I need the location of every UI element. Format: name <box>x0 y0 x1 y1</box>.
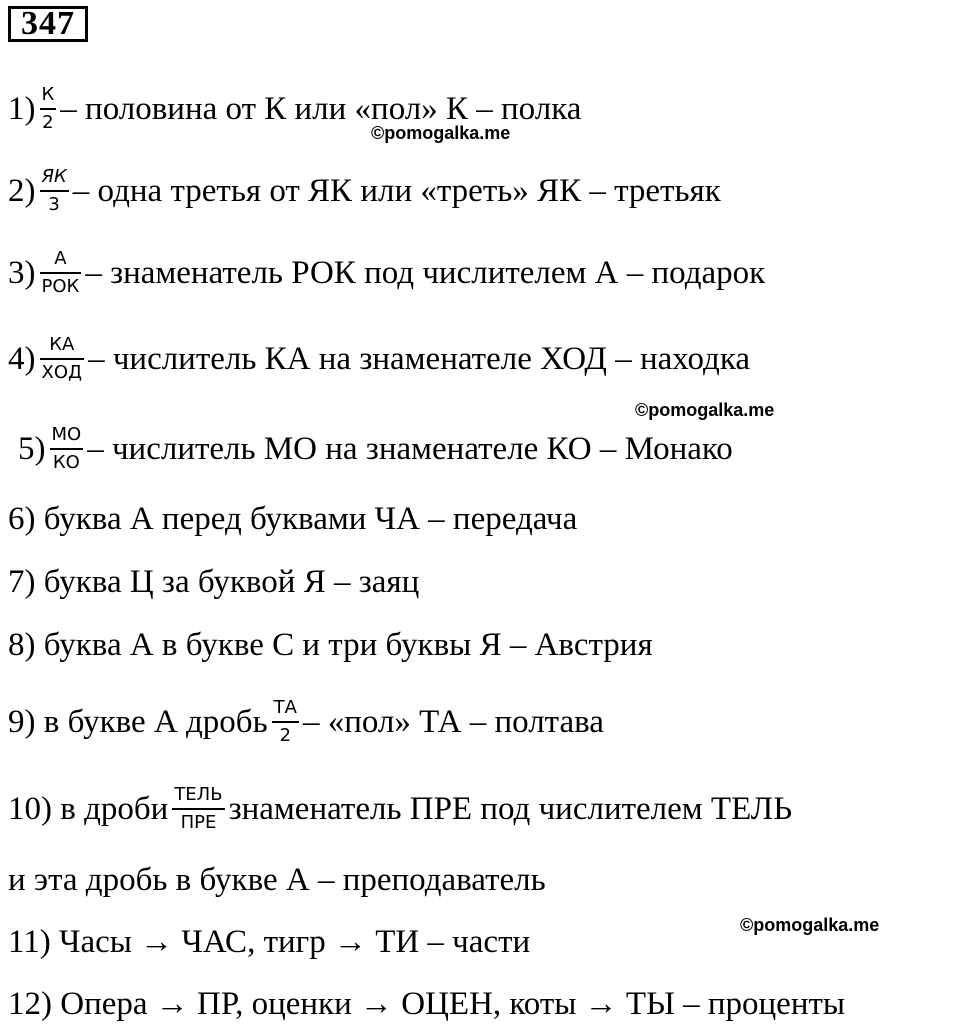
item-text: – «пол» ТА – полтава <box>302 704 604 740</box>
fraction <box>50 424 84 474</box>
item-prefix: 10) в дроби <box>8 791 169 827</box>
fraction-numerator: ТЕЛЬ <box>174 784 223 805</box>
fraction-denominator: 3 <box>40 190 69 216</box>
fraction-numerator: КА <box>49 334 75 355</box>
item-text: – одна третья от ЯК или «треть» ЯК – третьяк <box>72 173 721 209</box>
item-prefix: 2) <box>8 173 36 209</box>
answer-line-8 <box>8 625 653 665</box>
answer-line-7 <box>8 562 419 602</box>
answer-line-2 <box>8 166 721 216</box>
fraction-denominator: КО <box>50 448 84 474</box>
fraction <box>272 697 299 747</box>
item-prefix: 5) <box>18 431 46 467</box>
fraction-denominator: 2 <box>40 108 57 134</box>
item-prefix: 9) в букве А дробь <box>8 704 268 740</box>
answer-line-10-continuation <box>8 860 546 900</box>
answer-line-4 <box>8 334 750 384</box>
answer-line-6 <box>8 499 577 539</box>
item-text: 8) буква А в букве С и три буквы Я – Австрия <box>8 627 653 663</box>
task-number-box: 347 <box>8 6 88 42</box>
watermark: ©pomogalka.me <box>635 400 775 420</box>
item-text: – половина от К или «пол» К – полка <box>60 91 582 127</box>
fraction <box>40 334 85 384</box>
item-text: 11) Часы → ЧАС, тигр → ТИ – части <box>8 924 531 960</box>
fraction-numerator: А <box>54 248 67 269</box>
item-prefix: 4) <box>8 341 36 377</box>
item-text: знаменатель ПРЕ под числителем ТЕЛЬ <box>228 791 793 827</box>
answer-line-11 <box>8 922 530 962</box>
item-text: – числитель МО на знаменателе КО – Монако <box>87 431 733 467</box>
item-text: – числитель КА на знаменателе ХОД – находка <box>88 341 751 377</box>
fraction-denominator: РОК <box>40 272 82 298</box>
fraction <box>40 248 82 298</box>
answer-line-12 <box>8 984 845 1024</box>
fraction <box>40 84 57 134</box>
watermark: ©pomogalka.me <box>740 915 880 935</box>
fraction-denominator: ПРЕ <box>172 808 224 834</box>
item-text: 12) Опера → ПР, оценки → ОЦЕН, коты → ТЫ – проценты <box>8 986 846 1022</box>
item-text: 7) буква Ц за буквой Я – заяц <box>8 564 420 600</box>
fraction-numerator: К <box>41 84 55 105</box>
fraction-denominator: 2 <box>272 721 299 747</box>
answer-line-9 <box>8 697 604 747</box>
fraction-numerator: ЯК <box>41 166 67 187</box>
item-text: и эта дробь в букве А – преподаватель <box>8 862 546 898</box>
fraction <box>40 166 69 216</box>
item-prefix: 3) <box>8 255 36 291</box>
fraction <box>172 784 224 834</box>
fraction-numerator: МО <box>51 424 82 445</box>
answer-line-3 <box>8 248 765 298</box>
fraction-numerator: ТА <box>273 697 297 718</box>
item-text: 6) буква А перед буквами ЧА – передача <box>8 501 578 537</box>
watermark: ©pomogalka.me <box>371 123 511 143</box>
item-prefix: 1) <box>8 91 36 127</box>
answer-line-5 <box>18 424 733 474</box>
fraction-denominator: ХОД <box>40 358 85 384</box>
item-text: – знаменатель РОК под числителем А – подарок <box>85 255 766 291</box>
answer-line-10 <box>8 784 792 834</box>
